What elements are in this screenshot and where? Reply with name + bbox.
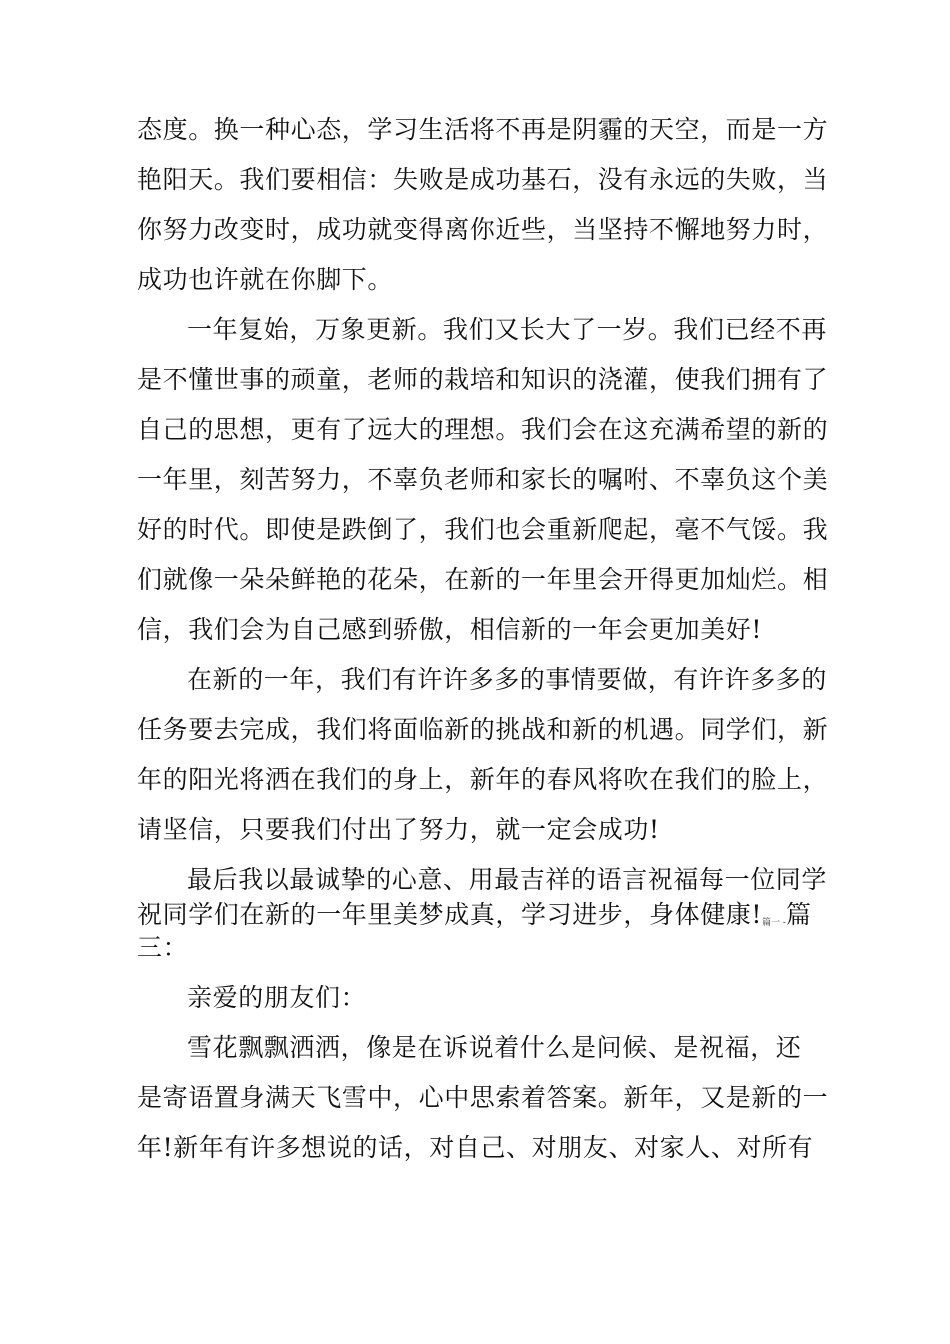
text-line: 们就像一朵朵鲜艳的花朵，在新的一年里会开得更加灿烂。相 bbox=[137, 565, 829, 594]
text-line: 自己的思想，更有了远大的理想。我们会在这充满希望的新的 bbox=[137, 415, 829, 444]
text-line: 最后我以最诚挚的心意、用最吉祥的语言祝福每一位同学 bbox=[187, 865, 828, 894]
text-line: 好的时代。即使是跌倒了，我们也会重新爬起，毫不气馁。我 bbox=[137, 515, 829, 544]
text-line: 态度。换一种心态，学习生活将不再是阴霾的天空，而是一方 bbox=[137, 115, 829, 144]
text-line: 是不懂世事的顽童，老师的栽培和知识的浇灌，使我们拥有了 bbox=[137, 365, 829, 394]
text-line: 信，我们会为自己感到骄傲，相信新的一年会更加美好! bbox=[137, 615, 763, 644]
text-line: 三： bbox=[137, 933, 189, 962]
text-line: 请坚信，只要我们付出了努力，就一定会成功! bbox=[137, 815, 660, 844]
text-span: 祝同学们在新的一年里美梦成真，学习进步，身体健康! bbox=[137, 900, 763, 929]
text-line: 一年里，刻苦努力，不辜负老师和家长的嘱咐、不辜负这个美 bbox=[137, 465, 829, 494]
text-line: 你努力改变时，成功就变得离你近些，当坚持不懈地努力时， bbox=[137, 215, 829, 244]
small-mark: 篇一 - bbox=[762, 918, 786, 928]
text-line-with-mark bbox=[137, 900, 812, 930]
text-line: 任务要去完成，我们将面临新的挑战和新的机遇。同学们，新 bbox=[137, 715, 829, 744]
text-line: 艳阳天。我们要相信：失败是成功基石，没有永远的失败，当 bbox=[137, 165, 829, 194]
text-line: 亲爱的朋友们： bbox=[187, 983, 367, 1012]
text-line: 在新的一年，我们有许许多多的事情要做，有许许多多的 bbox=[187, 665, 828, 694]
text-span: 篇 bbox=[785, 900, 812, 929]
text-line: 是寄语置身满天飞雪中，心中思索着答案。新年，又是新的一 bbox=[137, 1083, 829, 1112]
text-line: 雪花飘飘洒洒，像是在诉说着什么是问候、是祝福，还 bbox=[187, 1033, 802, 1062]
text-line: 一年复始，万象更新。我们又长大了一岁。我们已经不再 bbox=[187, 315, 828, 344]
text-line: 年的阳光将洒在我们的身上，新年的春风将吹在我们的脸上， bbox=[137, 765, 829, 794]
text-line: 年!新年有许多想说的话，对自己、对朋友、对家人、对所有 bbox=[137, 1133, 814, 1162]
text-line: 成功也许就在你脚下。 bbox=[137, 265, 394, 294]
